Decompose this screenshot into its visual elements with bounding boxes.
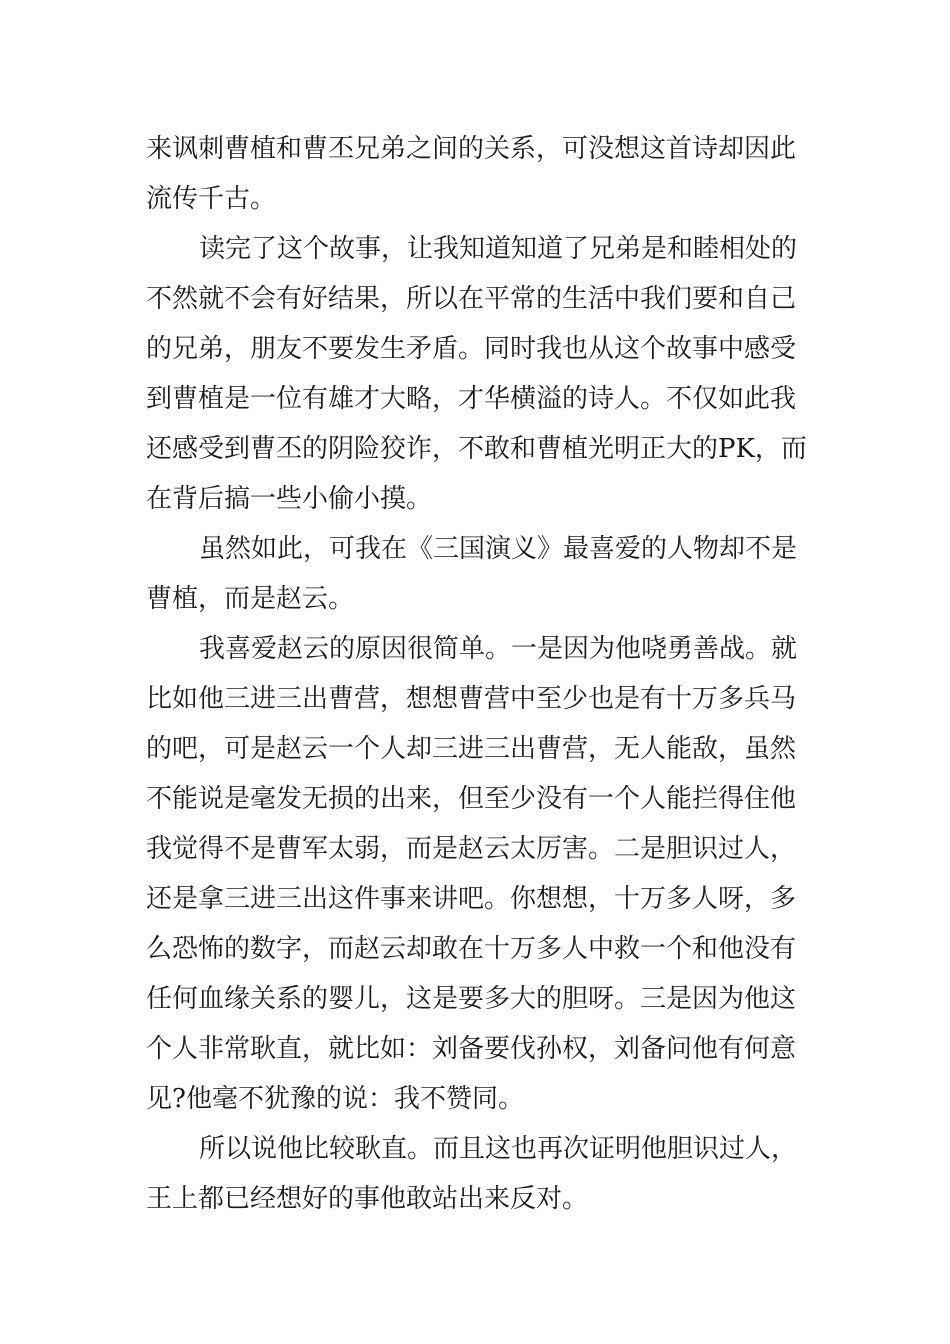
text-line: 还感受到曹丕的阴险狡诈，不敢和曹植光明正大的PK，而: [146, 434, 807, 464]
text-line: 的吧，可是赵云一个人却三进三出曹营，无人能敌，虽然: [146, 734, 797, 764]
text-line: 的兄弟，朋友不要发生矛盾。同时我也从这个故事中感受: [146, 334, 797, 364]
text-line: 还是拿三进三出这件事来讲吧。你想想，十万多人呀，多: [146, 884, 797, 914]
text-line: 王上都已经想好的事他敢站出来反对。: [146, 1184, 589, 1214]
paragraph-1: [146, 124, 816, 224]
paragraph-5: [146, 1124, 816, 1224]
text-line: 流传千古。: [146, 184, 277, 214]
body-text: [146, 124, 816, 1224]
paragraph-3: [146, 524, 816, 624]
paragraph-4: [146, 624, 816, 1124]
text-line: 读完了这个故事，让我知道知道了兄弟是和睦相处的: [199, 234, 798, 264]
text-line: 在背后搞一些小偷小摸。: [146, 484, 433, 514]
text-line: 曹植，而是赵云。: [146, 584, 355, 614]
text-line: 个人非常耿直，就比如：刘备要伐孙权，刘备问他有何意: [146, 1034, 797, 1064]
text-line: 虽然如此，可我在《三国演义》最喜爱的人物却不是: [199, 534, 798, 564]
text-line: 比如他三进三出曹营，想想曹营中至少也是有十万多兵马: [146, 684, 797, 714]
text-line: 来讽刺曹植和曹丕兄弟之间的关系，可没想这首诗却因此: [146, 134, 797, 164]
text-line: 所以说他比较耿直。而且这也再次证明他胆识过人，: [199, 1134, 798, 1164]
text-line: 我觉得不是曹军太弱，而是赵云太厉害。二是胆识过人，: [146, 834, 797, 864]
text-line: 么恐怖的数字，而赵云却敢在十万多人中救一个和他没有: [146, 934, 797, 964]
text-line: 见?他毫不犹豫的说：我不赞同。: [146, 1084, 524, 1114]
text-line: 不能说是毫发无损的出来，但至少没有一个人能拦得住他: [146, 784, 797, 814]
text-line: 不然就不会有好结果，所以在平常的生活中我们要和自己: [146, 284, 797, 314]
text-line: 任何血缘关系的婴儿，这是要多大的胆呀。三是因为他这: [146, 984, 797, 1014]
paragraph-2: [146, 224, 816, 524]
text-line: 到曹植是一位有雄才大略，才华横溢的诗人。不仅如此我: [146, 384, 797, 414]
text-line: 我喜爱赵云的原因很简单。一是因为他哓勇善战。就: [199, 634, 798, 664]
